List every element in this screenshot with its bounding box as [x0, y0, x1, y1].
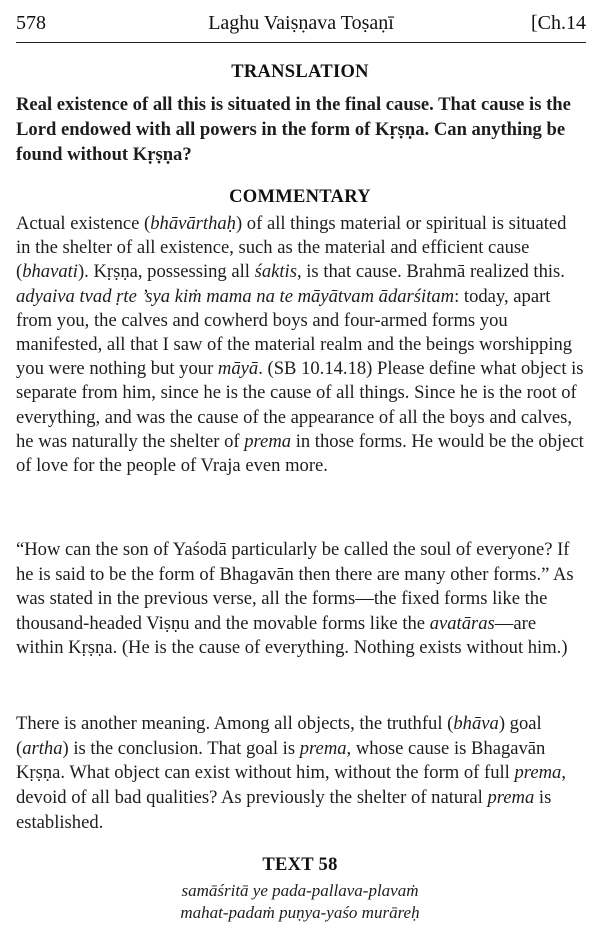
commentary-paragraph-3	[16, 712, 584, 836]
text-run: ) is the conclusion. That goal is	[62, 737, 300, 759]
italic-term: bhavati	[22, 261, 78, 283]
commentary-heading: COMMENTARY	[229, 187, 371, 207]
text-run: : today, apart from you, the calves and cowherd boys and four-armed forms you manifested, all that I saw of the material realm and the beings worshipping you were nothing but your	[16, 285, 573, 380]
text-run: , devoid of all bad qualities? As previously the shelter of natural	[16, 762, 566, 809]
italic-term: prema	[244, 430, 292, 452]
text-run: There is another meaning. Among all objects, the truthful (	[16, 713, 454, 734]
commentary-paragraph-2	[16, 538, 584, 661]
text-run: ) of all things material or spiritual is situated in the shelter of all existence, such as the material and efficient cause (	[16, 213, 567, 283]
translation-heading: TRANSLATION	[231, 62, 369, 82]
italic-term: avatāras	[429, 612, 495, 634]
running-header	[16, 8, 586, 38]
text-run: ) goal (	[16, 713, 542, 759]
text-run: . (SB 10.14.18) Please define what object is separate from him, since he is the cause of all things. Since he is the root of everything, and was the cause of the appearance of all the boys and calves, he was naturally the shelter of	[16, 358, 584, 452]
italic-term: bhāva	[453, 713, 499, 734]
translation-text: Real existence of all this is situated in the final cause. That cause is the Lord endowed with all powers in the form of Kṛṣṇa. Can anything be found without Kṛṣṇa?	[16, 94, 571, 165]
book-title: Laghu Vaiṣṇava Toṣaṇī	[208, 12, 394, 34]
chapter-label: [Ch.14	[531, 12, 586, 34]
text-run: ). Kṛṣṇa, possessing all	[77, 261, 255, 283]
italic-term: śaktis	[254, 261, 297, 283]
verse-line: samāśritā ye pada-pallava-plavaṁ	[181, 881, 419, 900]
verse-line: mahat-padaṁ puṇya-yaśo murāreḥ	[180, 903, 420, 922]
italic-term: māyā	[217, 358, 259, 380]
italic-term: prema	[514, 762, 562, 784]
text-run: in those forms. He would be the object of love for the people of Vraja even more.	[16, 430, 584, 477]
page-number: 578	[16, 12, 46, 34]
italic-term: bhāvārthaḥ	[150, 213, 236, 234]
text-run: —are within Kṛṣṇa. (He is the cause of everything. Nothing exists without him.)	[16, 612, 568, 658]
header-rule	[16, 42, 586, 43]
italic-term: artha	[22, 737, 63, 759]
sanskrit-quote: adyaiva tvad ṛte ’sya kiṁ mama na te māyātvam ādarśitam	[16, 285, 455, 307]
italic-term: prema	[487, 787, 535, 809]
text-number-heading: TEXT 58	[262, 855, 338, 875]
text-run: , whose cause is Bhagavān Kṛṣṇa. What object can exist without him, without the form of full	[16, 737, 546, 784]
text-run: is established.	[16, 787, 552, 833]
text-run: Actual existence (	[16, 213, 151, 234]
text-run: , is that cause. Brahmā realized this.	[296, 261, 565, 283]
text-run: “How can the son of Yaśodā particularly be called the soul of everyone? If he is said to be the form of Bhagavān then there are many other forms.” As was stated in the previous verse, all the forms—the fixed forms like the thousand-headed Viṣṇu and the movable forms like the	[16, 539, 574, 634]
italic-term: prema	[299, 737, 347, 759]
commentary-paragraph-1	[16, 212, 584, 478]
